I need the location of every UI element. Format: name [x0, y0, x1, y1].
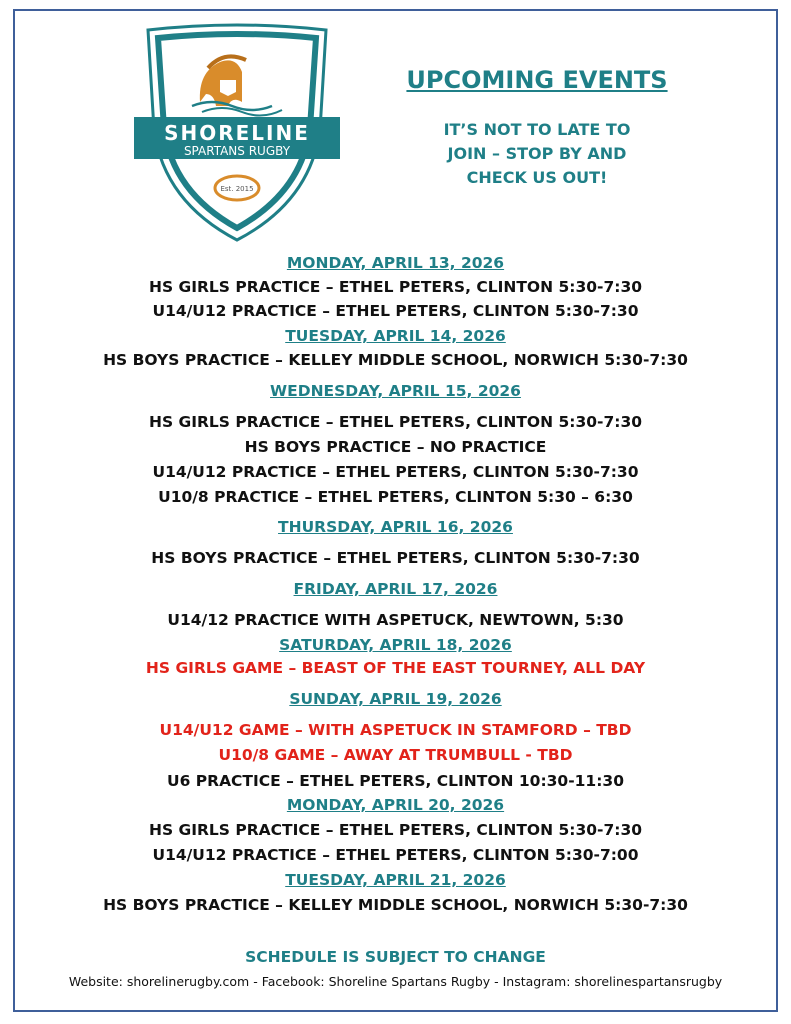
event-item: HS BOYS PRACTICE – NO PRACTICE	[244, 438, 547, 456]
event-item: U10/8 PRACTICE – ETHEL PETERS, CLINTON 5:30 – 6:30	[158, 488, 633, 506]
header-subtitle	[394, 118, 680, 190]
event-item: U6 PRACTICE – ETHEL PETERS, CLINTON 10:30-11:30	[167, 772, 624, 790]
event-item: HS GIRLS PRACTICE – ETHEL PETERS, CLINTON 5:30-7:30	[148, 413, 643, 431]
logo-name-line1: SHORELINE	[164, 121, 310, 145]
event-item: U14/U12 PRACTICE – ETHEL PETERS, CLINTON 5:30-7:00	[152, 846, 639, 864]
header-sub-line: IT’S NOT TO LATE TO	[443, 120, 631, 139]
schedule-change-note: SCHEDULE IS SUBJECT TO CHANGE	[245, 948, 546, 966]
event-item: U14/12 PRACTICE WITH ASPETUCK, NEWTOWN, 5:30	[167, 611, 624, 629]
event-item: HS GIRLS PRACTICE – ETHEL PETERS, CLINTON 5:30-7:30	[148, 278, 643, 296]
day-heading: MONDAY, APRIL 13, 2026	[286, 254, 505, 272]
day-heading: MONDAY, APRIL 20, 2026	[286, 796, 505, 814]
day-heading: TUESDAY, APRIL 21, 2026	[285, 871, 506, 889]
shoreline-spartans-logo	[132, 22, 342, 246]
event-item: U14/U12 PRACTICE – ETHEL PETERS, CLINTON 5:30-7:30	[152, 302, 639, 320]
header-sub-line: JOIN – STOP BY AND	[447, 144, 627, 163]
day-heading: FRIDAY, APRIL 17, 2026	[293, 580, 498, 598]
event-item: HS BOYS PRACTICE – KELLEY MIDDLE SCHOOL, NORWICH 5:30-7:30	[103, 896, 688, 914]
day-heading: THURSDAY, APRIL 16, 2026	[278, 518, 513, 536]
event-item: U14/U12 PRACTICE – ETHEL PETERS, CLINTON 5:30-7:30	[152, 463, 639, 481]
header-sub-line: CHECK US OUT!	[466, 168, 608, 187]
day-heading: WEDNESDAY, APRIL 15, 2026	[270, 382, 521, 400]
event-item-game: HS GIRLS GAME – BEAST OF THE EAST TOURNEY, ALL DAY	[145, 659, 646, 677]
event-item: HS BOYS PRACTICE – KELLEY MIDDLE SCHOOL, NORWICH 5:30-7:30	[103, 351, 688, 369]
logo-est: Est. 2015	[220, 185, 254, 193]
day-heading: SUNDAY, APRIL 19, 2026	[289, 690, 502, 708]
day-heading: TUESDAY, APRIL 14, 2026	[285, 327, 506, 345]
logo-name-line2: SPARTANS RUGBY	[183, 144, 291, 158]
event-item-game: U10/8 GAME – AWAY AT TRUMBULL - TBD	[218, 746, 573, 764]
event-item-game: U14/U12 GAME – WITH ASPETUCK IN STAMFORD – TBD	[159, 721, 632, 739]
day-heading: SATURDAY, APRIL 18, 2026	[279, 636, 512, 654]
page-title: UPCOMING EVENTS	[406, 66, 668, 94]
event-item: HS GIRLS PRACTICE – ETHEL PETERS, CLINTON 5:30-7:30	[148, 821, 643, 839]
contact-links: Website: shorelinerugby.com - Facebook: Shoreline Spartans Rugby - Instagram: shorelinespartansrugby	[68, 974, 723, 989]
event-item: HS BOYS PRACTICE – ETHEL PETERS, CLINTON 5:30-7:30	[151, 549, 640, 567]
